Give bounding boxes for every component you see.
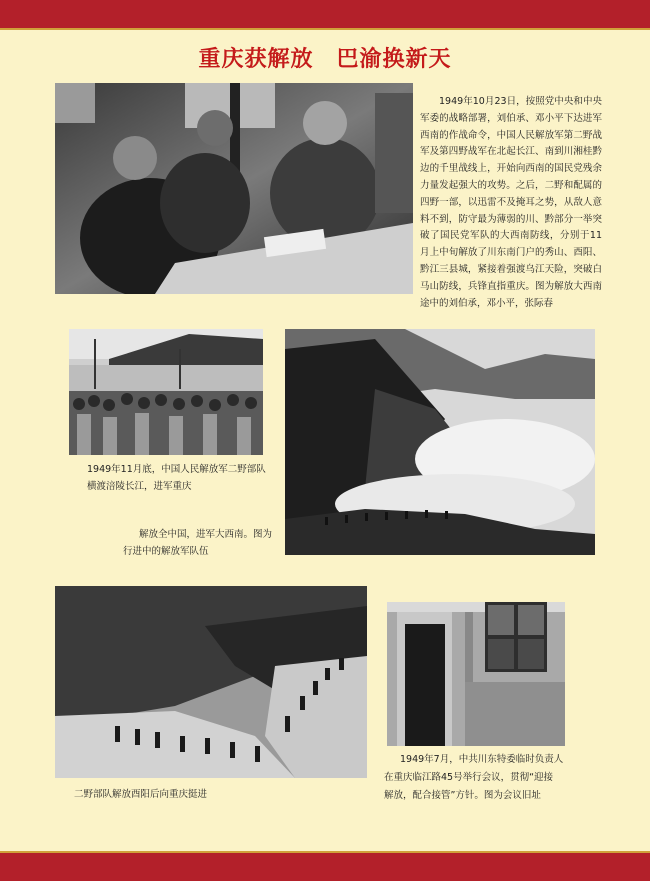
top-banner-trim — [0, 28, 650, 30]
leaders-photo — [55, 83, 413, 294]
meeting-site-caption-line2: 在重庆临江路45号举行会议，贯彻“迎接 — [384, 772, 554, 783]
mountain-march-caption-line2: 行进中的解放军队伍 — [123, 545, 209, 557]
river-crossing-caption-line2: 横渡涪陵长江，进军重庆 — [87, 480, 192, 492]
troops-advancing-caption: 二野部队解放酉阳后向重庆挺进 — [74, 789, 208, 800]
mountain-march-photo — [285, 329, 595, 555]
meeting-site-caption-line1: 1949年7月，中共川东特委临时负责人 — [400, 754, 564, 765]
bottom-banner — [0, 853, 650, 881]
river-crossing-photo — [69, 329, 263, 455]
river-crossing-caption — [87, 462, 287, 495]
intro-paragraph: 1949年10月23日，按照党中央和中央军委的战略部署，刘伯承、邓小平下达进军西南的作战命令，中国人民解放军第二野战军及第四野战军在北起长江、南到川湘桂黔边的千里战线上，开始向西南的国民党残余力量发起强大的攻势。之后，二野和配属的四野一部，以迅雷不及掩耳之势，从敌人意料不到，防守最为薄弱的川、黔部分一举突破了国民党军队的大西南防线，分别于11月上中旬解放了川东南门户的秀山、酉阳、黔江三县城，紧接着强渡乌江天险，突破白马山防线，兵锋直指重庆。图为解放大西南途中的刘伯承，邓小平，张际春 — [420, 96, 602, 309]
mountain-march-caption-line1: 解放全中国，进军大西南。图为 — [139, 529, 273, 540]
mountain-march-caption — [123, 527, 293, 560]
top-banner — [0, 0, 650, 28]
meeting-site-caption — [384, 751, 584, 805]
river-crossing-caption-line1: 1949年11月底，中国人民解放军二野部队 — [87, 464, 266, 475]
meeting-site-caption-line3: 解放，配合接管”方针。图为会议旧址 — [384, 790, 541, 801]
page-title: 重庆获解放 巴渝换新天 — [198, 46, 452, 72]
meeting-site-photo — [387, 602, 565, 746]
troops-advancing-photo — [55, 586, 367, 778]
